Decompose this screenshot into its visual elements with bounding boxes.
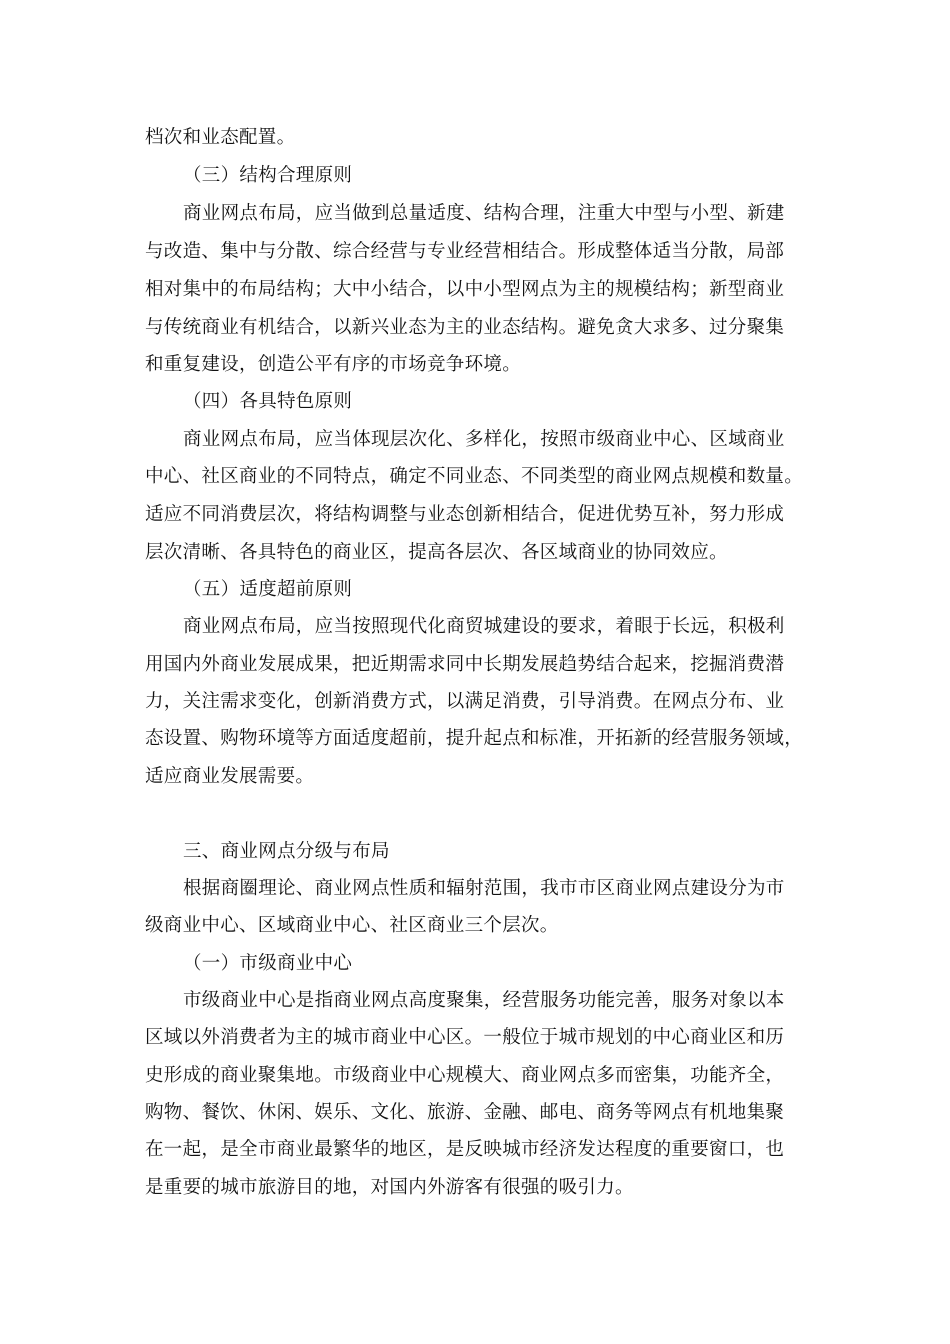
chapter-heading: 三、商业网点分级与布局 <box>183 841 390 862</box>
text-line: 商业网点布局，应当体现层次化、多样化，按照市级商业中心、区域商业 <box>183 429 785 450</box>
text-line: 适应商业发展需要。 <box>145 766 315 787</box>
text-line: 商业网点布局，应当做到总量适度、结构合理，注重大中型与小型、新建 <box>183 203 785 224</box>
text-line: 层次清晰、各具特色的商业区，提高各层次、各区域商业的协同效应。 <box>145 542 728 563</box>
text-line: 级商业中心、区域商业中心、社区商业三个层次。 <box>145 915 559 936</box>
text-line: 市级商业中心是指商业网点高度聚集，经营服务功能完善，服务对象以本 <box>183 990 785 1011</box>
text-line: 用国内外商业发展成果，把近期需求同中长期发展趋势结合起来，挖掘消费潜 <box>145 654 785 675</box>
text-line: 与改造、集中与分散、综合经营与专业经营相结合。形成整体适当分散，局部 <box>145 241 785 262</box>
section-heading: （五）适度超前原则 <box>183 579 353 600</box>
text-line: 是重要的城市旅游目的地，对国内外游客有很强的吸引力。 <box>145 1177 634 1198</box>
text-line: 区域以外消费者为主的城市商业中心区。一般位于城市规划的中心商业区和历 <box>145 1027 785 1048</box>
text-line: 在一起，是全市商业最繁华的地区，是反映城市经济发达程度的重要窗口，也 <box>145 1139 785 1160</box>
section-heading: （四）各具特色原则 <box>183 391 353 412</box>
text-line: 中心、社区商业的不同特点，确定不同业态、不同类型的商业网点规模和数量。 <box>145 466 804 487</box>
text-line: 与传统商业有机结合，以新兴业态为主的业态结构。避免贪大求多、过分聚集 <box>145 317 785 338</box>
text-line: 力，关注需求变化，创新消费方式，以满足消费，引导消费。在网点分布、业 <box>145 691 785 712</box>
section-heading: （三）结构合理原则 <box>183 165 353 186</box>
text-line: 相对集中的布局结构；大中小结合，以中小型网点为主的规模结构；新型商业 <box>145 279 785 300</box>
section-heading: （一）市级商业中心 <box>183 953 353 974</box>
text-line: 史形成的商业聚集地。市级商业中心规模大、商业网点多而密集，功能齐全， <box>145 1065 785 1086</box>
text-line: 适应不同消费层次，将结构调整与业态创新相结合，促进优势互补，努力形成 <box>145 504 785 525</box>
text-line: 和重复建设，创造公平有序的市场竞争环境。 <box>145 354 522 375</box>
text-line: 态设置、购物环境等方面适度超前，提升起点和标准，开拓新的经营服务领域， <box>145 728 804 749</box>
text-line: 购物、餐饮、休闲、娱乐、文化、旅游、金融、邮电、商务等网点有机地集聚 <box>145 1102 785 1123</box>
text-line: 根据商圈理论、商业网点性质和辐射范围，我市市区商业网点建设分为市 <box>183 878 785 899</box>
text-line: 商业网点布局，应当按照现代化商贸城建设的要求，着眼于长远，积极利 <box>183 616 785 637</box>
text-line: 档次和业态配置。 <box>145 127 296 148</box>
